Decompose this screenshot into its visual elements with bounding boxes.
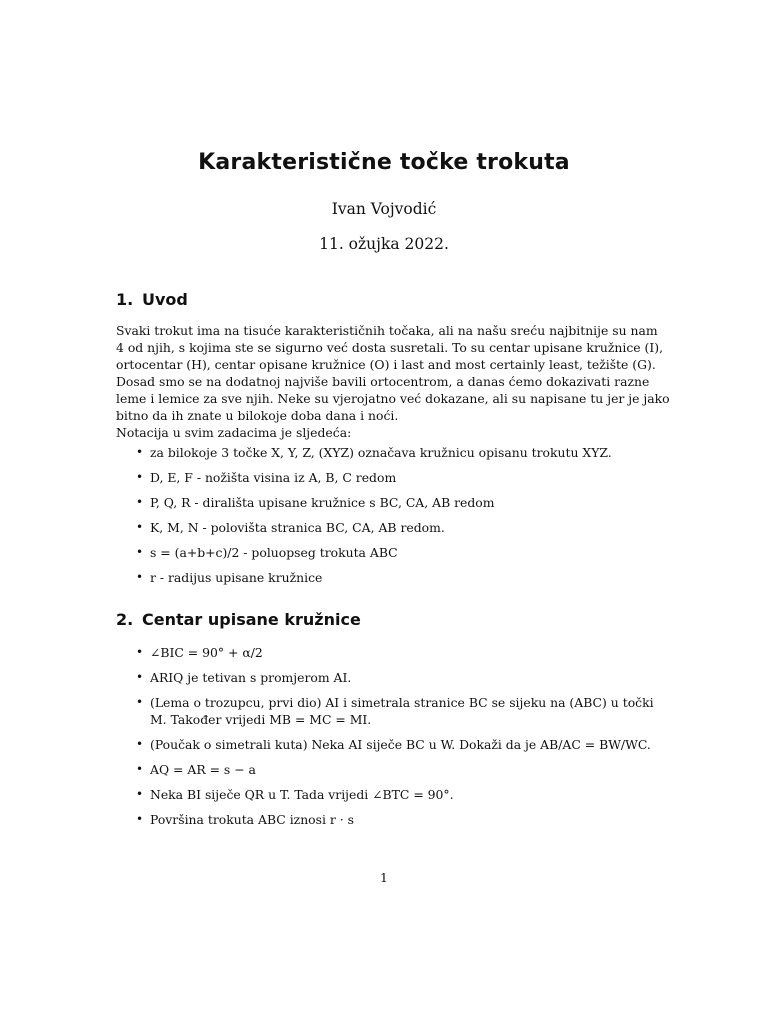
paragraph-line: 4 od njih, s kojima ste se sigurno već dosta susretali. To su centar upisane kružnice (I), [116, 340, 664, 355]
list-item: • K, M, N - polovišta stranica BC, CA, AB redom. [136, 520, 445, 535]
incenter-facts-list [116, 644, 660, 828]
paragraph-line: Dosad smo se na dodatnoj najviše bavili ortocentrom, a danas ćemo dokazivati razne [116, 374, 650, 389]
bullet-icon: • [136, 787, 144, 801]
paragraph-line: Svaki trokut ima na tisuće karakterističnih točaka, ali na našu sreću najbitnije su nam [116, 323, 658, 338]
paragraph-line: ortocentar (H), centar opisane kružnice (O) i last and most certainly least, težište (G). [116, 357, 656, 372]
list-item: • Površina trokuta ABC iznosi r · s [136, 812, 354, 827]
bullet-icon: • [136, 520, 144, 534]
bullet-icon: • [136, 762, 144, 776]
document-author: Ivan Vojvodić [331, 200, 437, 218]
list-item: • AQ = AR = s − a [136, 762, 256, 777]
bullet-icon: • [136, 545, 144, 559]
list-item: • P, Q, R - dirališta upisane kružnice s BC, CA, AB redom [136, 495, 495, 510]
list-item: • ∠BIC = 90° + α/2 [136, 645, 263, 660]
bullet-icon: • [136, 445, 144, 459]
section-number: 1. [116, 290, 134, 309]
paragraph-line: bitno da ih znate u bilokoje doba dana i noći. [116, 408, 399, 423]
bullet-icon: • [136, 645, 144, 659]
list-item: • r - radijus upisane kružnice [136, 570, 323, 585]
bullet-icon: • [136, 670, 144, 684]
list-item: • s = (a+b+c)/2 - poluopseg trokuta ABC [136, 545, 398, 560]
bullet-icon: • [136, 495, 144, 509]
list-item: • za bilokoje 3 točke X, Y, Z, (XYZ) označava kružnicu opisanu trokutu XYZ. [136, 445, 612, 460]
paragraph-line: Notacija u svim zadacima je sljedeća: [116, 425, 352, 440]
intro-paragraph [116, 322, 670, 441]
document-title: Karakteristične točke trokuta [198, 150, 570, 175]
list-item: • (Lema o trozupcu, prvi dio) AI i simetrala stranice BC se sijeku na (ABC) u točki M. Također vrijedi MB = MC = MI. [136, 695, 654, 727]
section-1-heading [116, 290, 188, 309]
page-number: 1 [380, 870, 388, 885]
bullet-icon: • [136, 695, 144, 709]
notation-list [116, 444, 660, 586]
bullet-icon: • [136, 470, 144, 484]
list-item: • (Poučak o simetrali kuta) Neka AI siječe BC u W. Dokaži da je AB/AC = BW/WC. [136, 737, 651, 752]
section-number: 2. [116, 610, 134, 629]
list-item: • D, E, F - nožišta visina iz A, B, C redom [136, 470, 397, 485]
section-2-heading [116, 610, 361, 629]
paragraph-line: leme i lemice za sve njih. Neke su vjerojatno već dokazane, ali su napisane tu jer je jako [116, 391, 670, 406]
section-title: Uvod [142, 290, 188, 309]
list-item: • Neka BI siječe QR u T. Tada vrijedi ∠BTC = 90°. [136, 787, 454, 802]
bullet-icon: • [136, 812, 144, 826]
bullet-icon: • [136, 737, 144, 751]
bullet-icon: • [136, 570, 144, 584]
section-title: Centar upisane kružnice [142, 610, 361, 629]
document-date: 11. ožujka 2022. [319, 235, 449, 253]
list-item: • ARIQ je tetivan s promjerom AI. [136, 670, 352, 685]
